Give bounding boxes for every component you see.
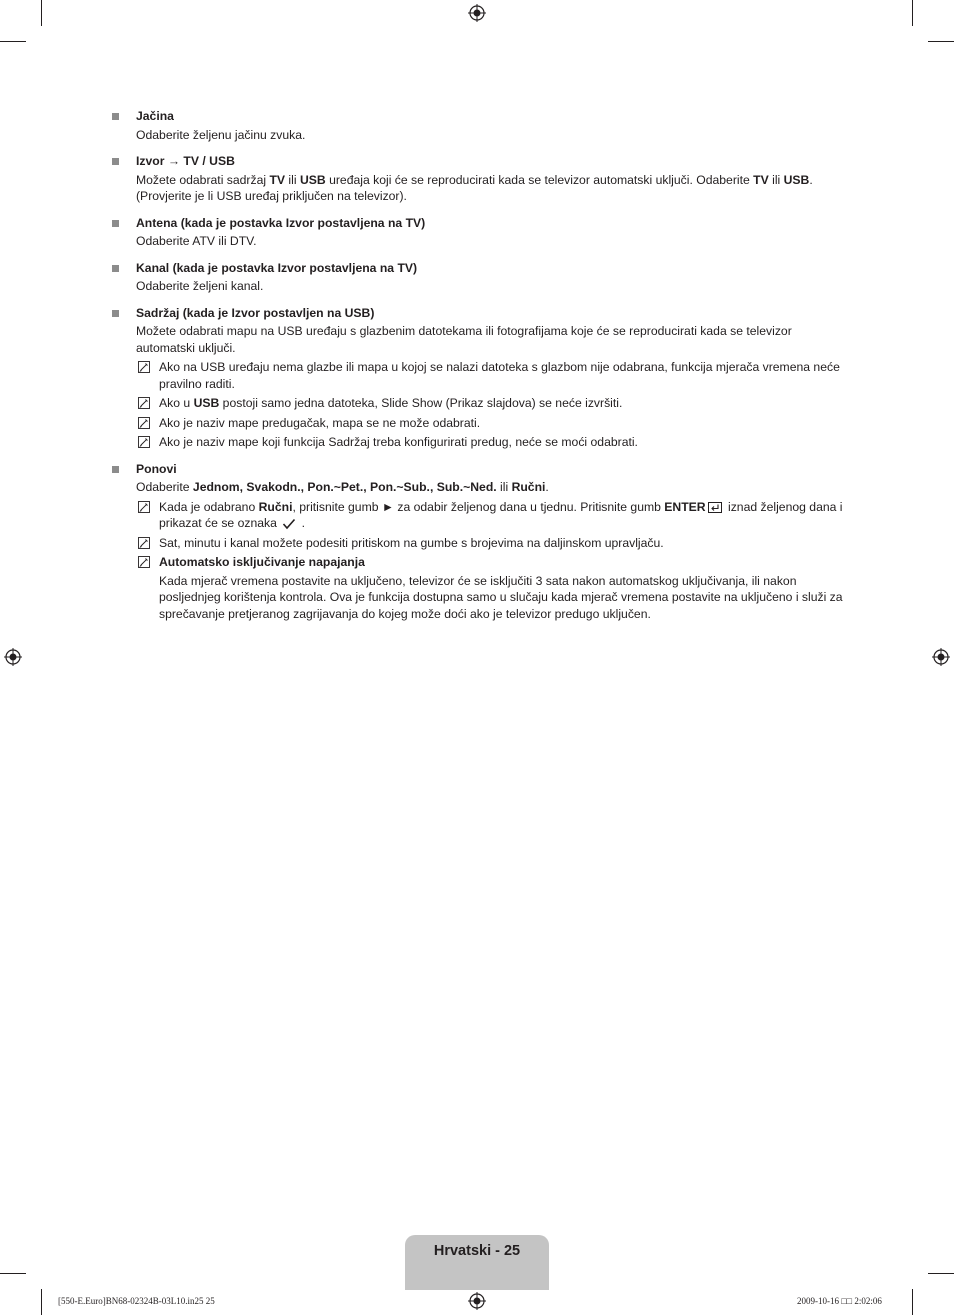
square-bullet-icon bbox=[112, 220, 119, 227]
note-pencil-icon bbox=[138, 556, 150, 568]
crop-mark bbox=[41, 1289, 42, 1315]
crop-mark bbox=[0, 1273, 26, 1274]
crop-mark bbox=[912, 0, 913, 26]
section-title: Izvor → TV / USB bbox=[136, 154, 235, 168]
section-title: Sadržaj (kada je Izvor postavljen na USB) bbox=[136, 305, 375, 320]
registration-mark-icon bbox=[468, 1292, 486, 1310]
note-pencil-icon bbox=[138, 537, 150, 549]
footer-file-info: [550-E.Euro]BN68-02324B-03L10.in25 25 bbox=[58, 1296, 215, 1306]
section-title: Ponovi bbox=[136, 461, 177, 476]
crop-mark bbox=[928, 1273, 954, 1274]
section-sadrzaj bbox=[112, 305, 847, 451]
square-bullet-icon bbox=[112, 466, 119, 473]
note: Kada je odabrano Ručni, pritisnite gumb ► za odabir željenog dana u tjednu. Pritisnite gumb ENTER iznad željenog dana i prikazat će se oznaka . bbox=[136, 499, 847, 532]
square-bullet-icon bbox=[112, 265, 119, 272]
footer-timestamp: 2009-10-16 □□ 2:02:06 bbox=[797, 1296, 882, 1306]
note-pencil-icon bbox=[138, 501, 150, 513]
note-text: Kada mjerač vremena postavite na uključeno, televizor će se isključiti 3 sata nakon automatskog uključivanja, ili nakon posljednjeg korištenja kontrola. Ova je funkcija dostupna samo u slučaju kada mjerač vremena postavite na uključeno i služi za sprečavanje pretjeranog zagrijavanja do kojeg može doći ako je televizor predugo uključen. bbox=[159, 573, 843, 621]
square-bullet-icon bbox=[112, 310, 119, 317]
note-pencil-icon bbox=[138, 417, 150, 429]
section-kanal bbox=[112, 260, 847, 295]
page-content bbox=[112, 108, 847, 632]
section-title: Kanal (kada je postavka Izvor postavljena na TV) bbox=[136, 260, 418, 275]
section-ponovi bbox=[112, 461, 847, 623]
section-body: Možete odabrati sadržaj TV ili USB uređaja koji će se reproducirati kada se televizor automatski uključi. Odaberite TV ili USB. (Provjerite je li USB uređaj priključen na televizor). bbox=[136, 172, 813, 203]
note-pencil-icon bbox=[138, 436, 150, 448]
note-title: Automatsko isključivanje napajanja bbox=[159, 555, 365, 569]
square-bullet-icon bbox=[112, 113, 119, 120]
checkmark-icon bbox=[282, 518, 296, 530]
page-number-label: Hrvatski - 25 bbox=[433, 1243, 521, 1259]
note: Ako u USB postoji samo jedna datoteka, Slide Show (Prikaz slajdova) se neće izvršiti. bbox=[136, 395, 847, 412]
section-title: Antena (kada je postavka Izvor postavljena na TV) bbox=[136, 215, 426, 230]
registration-mark-icon bbox=[4, 648, 22, 666]
section-jacina bbox=[112, 108, 847, 143]
crop-mark bbox=[41, 0, 42, 26]
note: Sat, minutu i kanal možete podesiti pritiskom na gumbe s brojevima na daljinskom upravljaču. bbox=[136, 535, 847, 552]
section-izvor bbox=[112, 153, 847, 205]
section-antena bbox=[112, 215, 847, 250]
crop-mark bbox=[928, 41, 954, 42]
crop-mark bbox=[0, 41, 26, 42]
note: Ako na USB uređaju nema glazbe ili mapa u kojoj se nalazi datoteka s glazbom nije odabrana, funkcija mjerača vremena neće pravilno raditi. bbox=[136, 359, 847, 392]
registration-mark-icon bbox=[932, 648, 950, 666]
section-title: Jačina bbox=[136, 109, 174, 123]
crop-mark bbox=[912, 1289, 913, 1315]
section-body: Možete odabrati mapu na USB uređaju s glazbenim datotekama ili fotografijama koje će se reproducirati kada se televizor automatski uključi. bbox=[136, 324, 792, 355]
square-bullet-icon bbox=[112, 158, 119, 165]
section-body: Odaberite željeni kanal. bbox=[136, 279, 264, 293]
note: Ako je naziv mape predugačak, mapa se ne može odabrati. bbox=[136, 415, 847, 432]
note-pencil-icon bbox=[138, 361, 150, 373]
section-body: Odaberite ATV ili DTV. bbox=[136, 234, 257, 248]
section-body: Odaberite željenu jačinu zvuka. bbox=[136, 127, 306, 142]
note-pencil-icon bbox=[138, 397, 150, 409]
note: Ako je naziv mape koji funkcija Sadržaj treba konfigurirati predug, neće se moći odabrati. bbox=[136, 434, 847, 451]
registration-mark-icon bbox=[468, 4, 486, 22]
section-body: Odaberite Jednom, Svakodn., Pon.~Pet., Pon.~Sub., Sub.~Ned. ili Ručni. bbox=[136, 480, 549, 494]
enter-icon bbox=[708, 502, 722, 513]
note bbox=[136, 554, 847, 622]
page-number-tab bbox=[405, 1235, 549, 1290]
